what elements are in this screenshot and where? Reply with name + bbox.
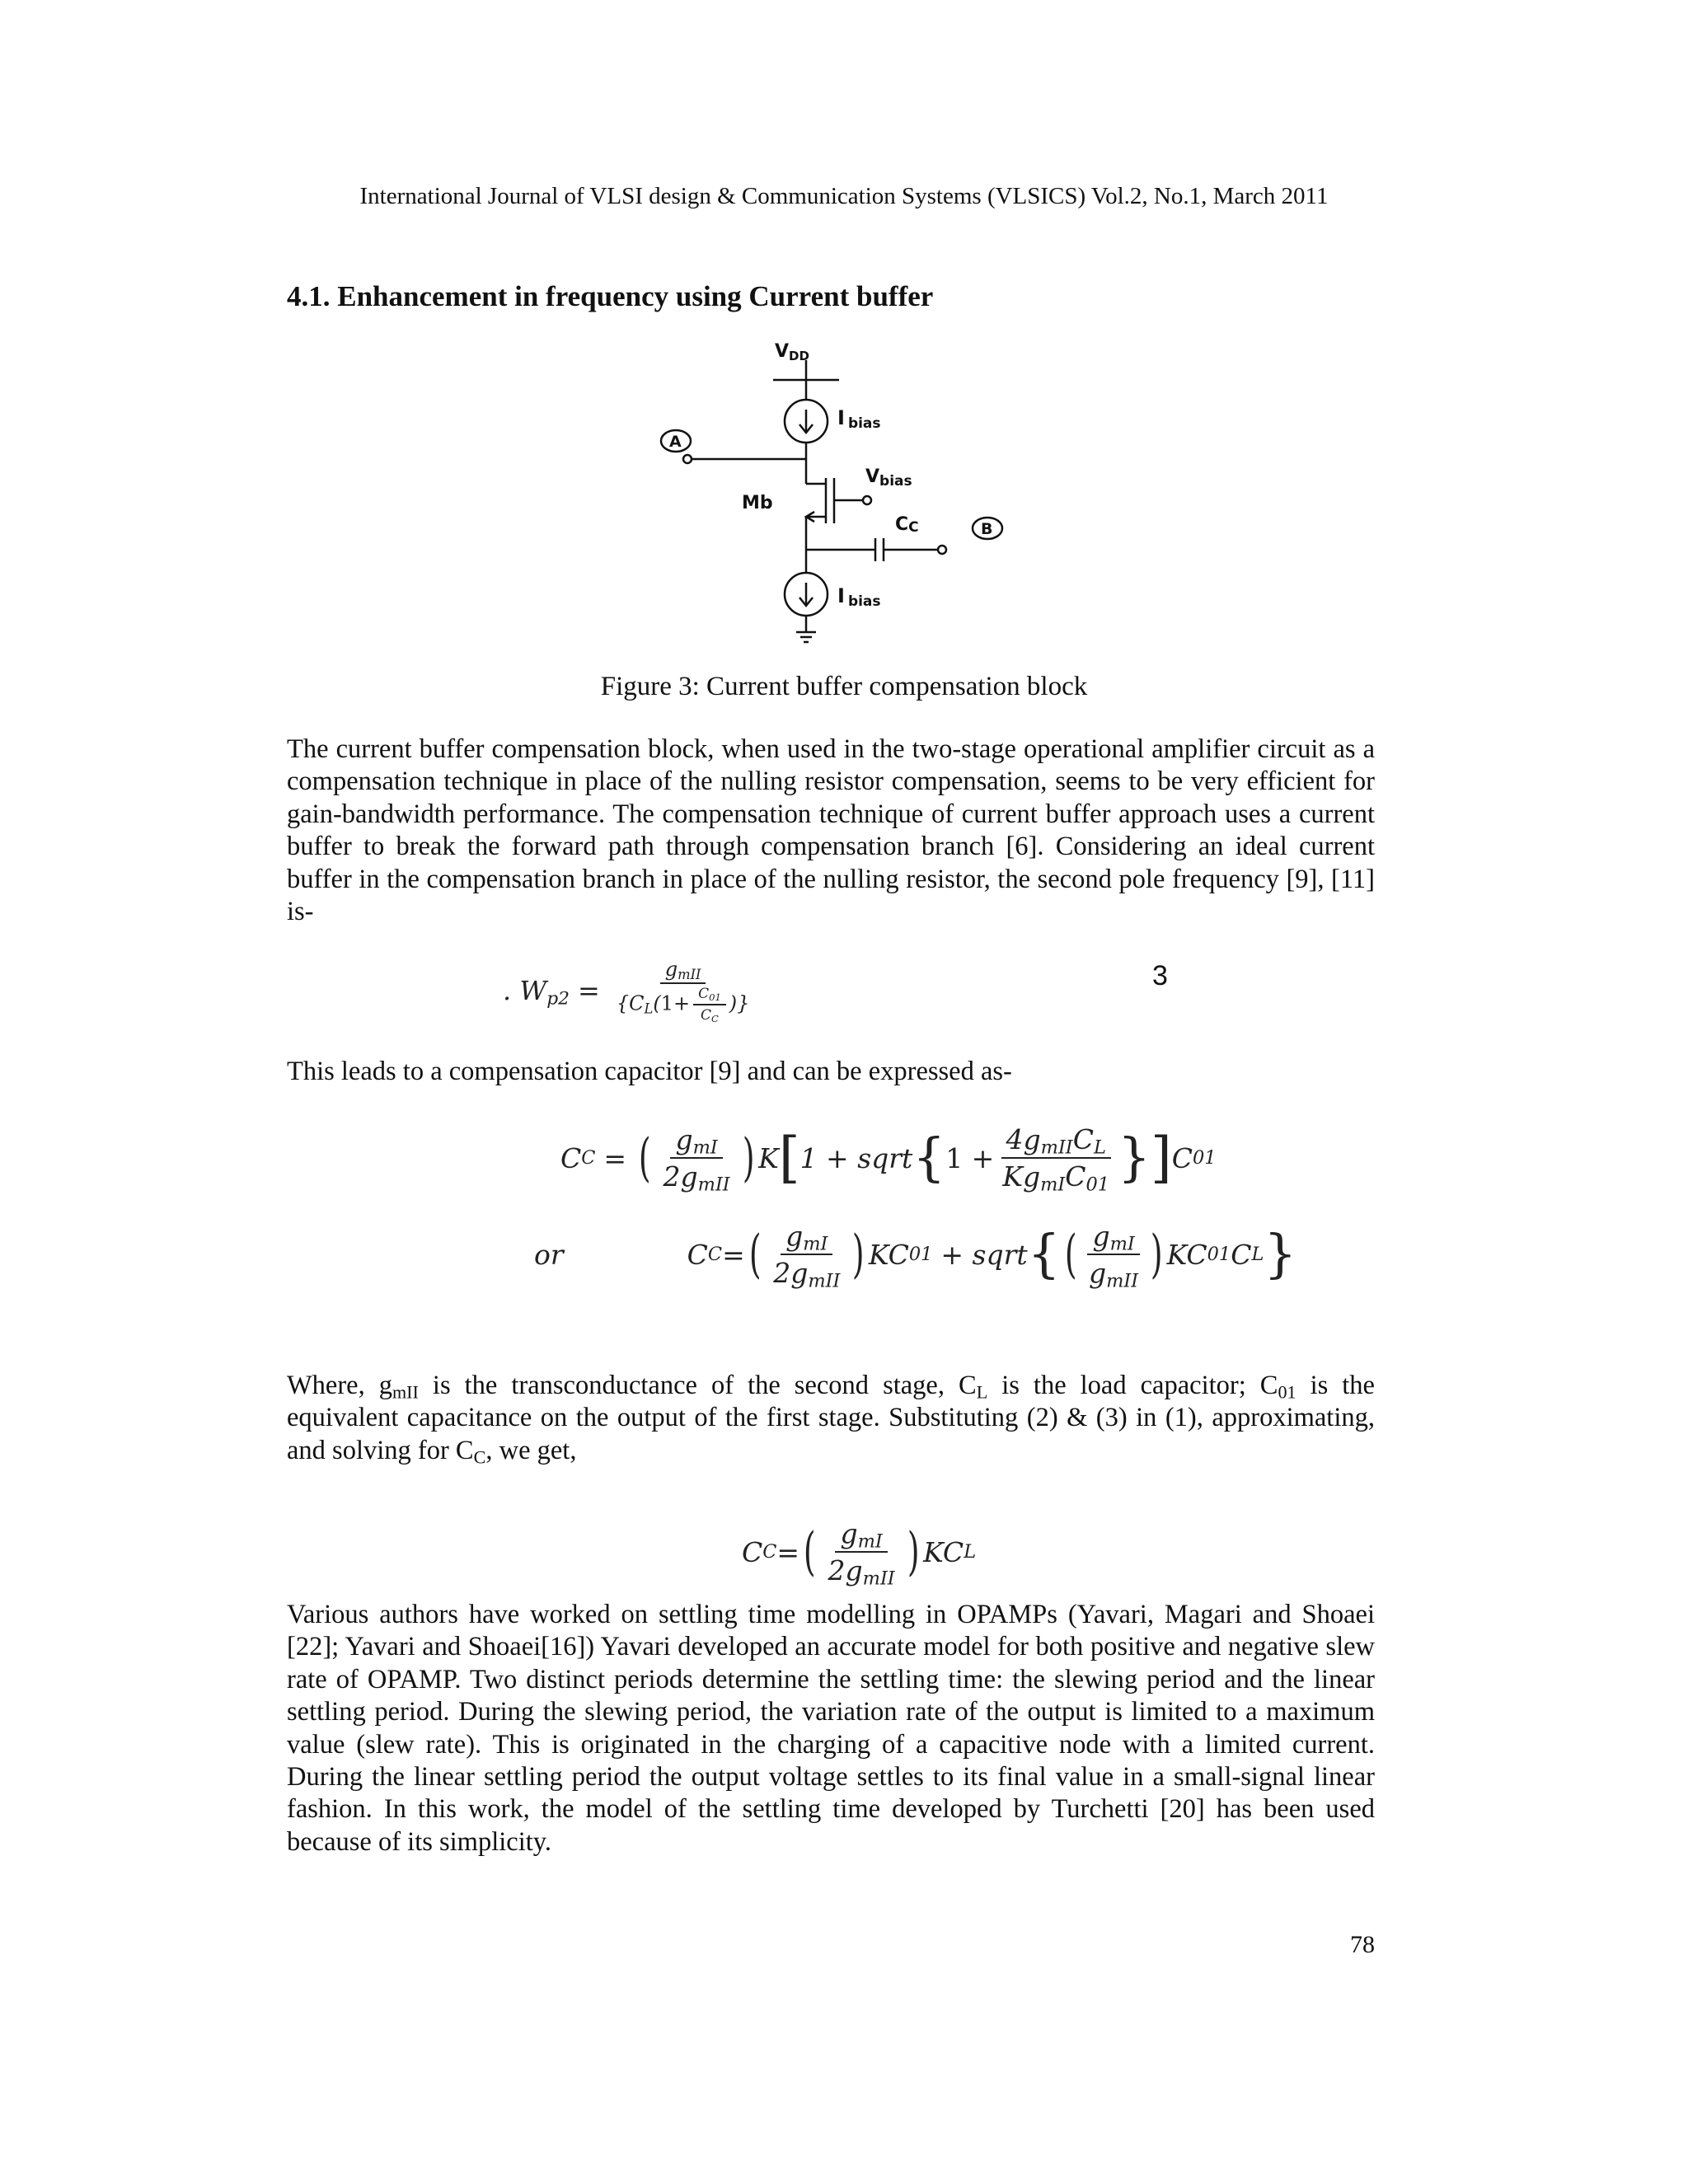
current-buffer-circuit-diagram bbox=[643, 334, 1039, 655]
paragraph-compensation bbox=[287, 1056, 1375, 1088]
paragraph-text: Where, $g_{mII}$ is the transconductance of the second stage, $C_L$ is the load capacitor; $C_{01}$ is the equivalent capacitance on the output of the first stage. Substituting (2) & (3) in (1), approximating, and solving for $C_C$, we get, bbox=[287, 1371, 1375, 1468]
node-a-terminal bbox=[683, 455, 692, 463]
page-number: 78 bbox=[1350, 1931, 1375, 1958]
eq3-lhs: . $W_{p2}$ bbox=[503, 975, 570, 1010]
vdd-label: VDD bbox=[775, 341, 809, 363]
node-b-terminal bbox=[938, 546, 946, 554]
mb-label: Mb bbox=[742, 493, 773, 513]
paragraph-text: The current buffer compensation block, when used in the two-stage operational amplifier circuit as a compensation technique in place of the nulling resistor compensation, seems to be very efficient for gain-bandwidth performance. The compensation technique of current buffer approach uses a current buffer to break the forward path through compensation branch [6]. Considering an ideal current buffer in the compensation branch in place of the nulling resistor, the second pole frequency [9], [11] is- bbox=[287, 734, 1375, 927]
paragraph-text: This leads to a compensation capacitor [9] and can be expressed as- bbox=[287, 1057, 1012, 1086]
cc-label: CC bbox=[895, 514, 919, 536]
or-label: or bbox=[534, 1238, 564, 1271]
section-heading: 4.1. Enhancement in frequency using Current buffer bbox=[287, 280, 934, 312]
equation-cc-alt: or C C = ( $\frac{g_{mI}}{2g_{mII}}$ ) KC 01 + sqrt { ( $\frac{g_{mI}}{g_{mII}}$ ) KC 01 C L } bbox=[534, 1220, 1297, 1292]
node-a-label: A bbox=[669, 433, 682, 451]
ibias-top-label: I bias bbox=[837, 406, 881, 432]
paragraph-settling-time bbox=[287, 1599, 1375, 1858]
paragraph-current-buffer bbox=[287, 733, 1375, 928]
eq3-equals: = bbox=[578, 975, 600, 1006]
figure-caption: Figure 3: Current buffer compensation block bbox=[600, 672, 1088, 701]
running-header: International Journal of VLSI design & Communication Systems (VLSICS) Vol.2, No.1, March 2011 bbox=[359, 183, 1329, 209]
paragraph-text: Various authors have worked on settling time modelling in OPAMPs (Yavari, Magari and Shoaei [22]; Yavari and Shoaei[16]) Yavari developed an accurate model for both positive and negative slew rate of OPAMP. Two distinct periods determine the settling time: the slewing period and the linear settling period. During the slewing period, the variation rate of the output is limited to a maximum value (slew rate). This is originated in the charging of a capacitive node with a limited current. During the linear settling period the output voltage settles to its final value in a small-signal linear fashion. In this work, the model of the settling time developed by Turchetti [20] has been used because of its simplicity. bbox=[287, 1600, 1375, 1857]
vbias-terminal bbox=[863, 496, 871, 504]
paragraph-where bbox=[287, 1370, 1375, 1467]
vbias-label: Vbias bbox=[865, 466, 912, 490]
equation-cc-full: C C = ( $\frac{g_{mI}}{2g_{mII}}$ ) K [ 1 + sqrt { 1 + $\frac{4g_{mII}C_L}{Kg_{mI}C_{01}}$ } ] C 01 bbox=[560, 1123, 1217, 1196]
node-b-label: B bbox=[981, 520, 993, 538]
equation-number: 3 bbox=[1152, 960, 1168, 991]
eq3-fraction: $g_{mII}$ {$C_L(1+$ $\frac{C_{01}}{C_C}$ )} bbox=[616, 958, 750, 1024]
ibias-bottom-label: I bias bbox=[837, 584, 881, 610]
equation-3 bbox=[503, 958, 757, 1024]
equation-cc-simplified: C C = ( $\frac{g_{mI}}{2g_{mII}}$ ) KC L bbox=[742, 1517, 977, 1590]
